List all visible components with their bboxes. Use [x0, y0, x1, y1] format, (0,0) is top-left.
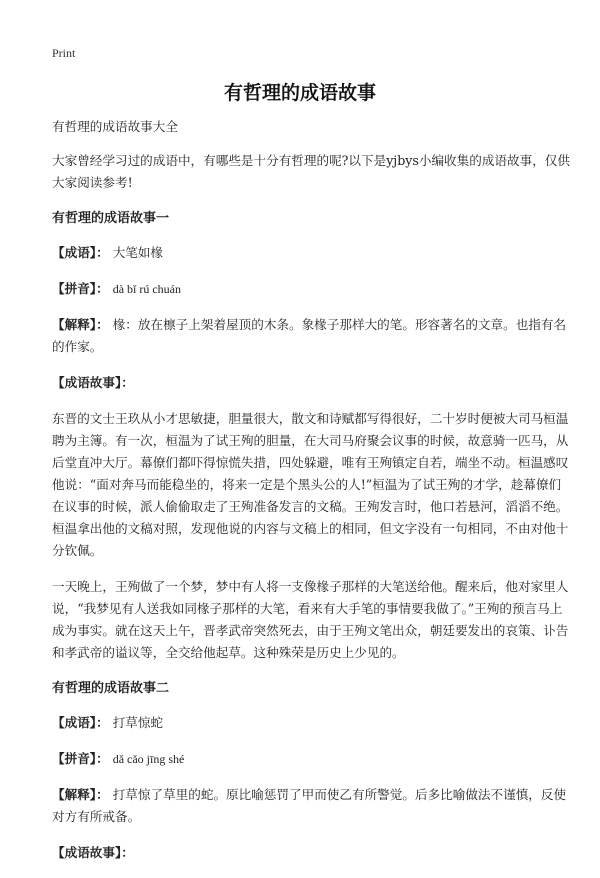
story-label-text: 【成语故事】： — [52, 375, 134, 390]
explain-label: 【解释】： — [52, 787, 109, 802]
idiom-value: 大笔如椽 — [112, 245, 164, 260]
story-label — [52, 372, 572, 394]
idiom-field — [52, 242, 572, 264]
explain-field — [52, 314, 572, 358]
article-subtitle: 有哲理的成语故事大全 — [52, 119, 178, 134]
explain-value: 打草惊了草里的蛇。原比喻惩罚了甲而使乙有所警觉。后多比喻做法不谨慎，反使对方有所戒备。 — [52, 787, 567, 824]
explain-value: 椽：放在檩子上架着屋顶的木条。象椽子那样大的笔。形容著名的文章。也指有名的作家。 — [52, 317, 567, 354]
story-section-1 — [52, 208, 572, 664]
idiom-field — [52, 712, 572, 734]
pinyin-value: dǎ cǎo jīng shé — [112, 752, 185, 766]
article-body — [52, 116, 572, 878]
idiom-label: 【成语】： — [52, 245, 109, 260]
explain-label: 【解释】： — [52, 317, 109, 332]
print-link[interactable]: Print — [52, 46, 76, 60]
article-intro: 大家曾经学习过的成语中，有哪些是十分有哲理的呢?以下是yjbys小编收集的成语故事，仅供大家阅读参考! — [52, 153, 570, 190]
section-heading: 有哲理的成语故事二 — [52, 681, 170, 696]
pinyin-field — [52, 748, 572, 770]
explain-field — [52, 784, 572, 828]
story-label-text: 【成语故事】： — [52, 845, 134, 860]
idiom-value: 打草惊蛇 — [112, 715, 164, 730]
story-paragraph: 一天晚上，王殉做了一个梦，梦中有人将一支像椽子那样的大笔送给他。醒来后，他对家里人说，“我梦见有人送我如同椽子那样的大笔，看来有大手笔的事情要我做了。”王殉的预言马上成为事实。就在这天上午，晋孝武帝突然死去，由于王殉文笔出众，朝廷要发出的哀策、讣告和孝武帝的谥议等，全交给他起草。这种殊荣是历史上少见的。 — [52, 579, 569, 660]
page-title: 有哲理的成语故事 — [223, 82, 376, 104]
story-section-2 — [52, 678, 572, 864]
pinyin-field — [52, 278, 572, 300]
story-label — [52, 842, 572, 864]
pinyin-label: 【拼音】： — [52, 281, 109, 296]
pinyin-value: dà bǐ rú chuán — [112, 282, 181, 296]
pinyin-label: 【拼音】： — [52, 751, 109, 766]
idiom-label: 【成语】： — [52, 715, 109, 730]
section-heading: 有哲理的成语故事一 — [52, 211, 170, 226]
story-paragraph: 东晋的文士王玖从小才思敏捷，胆量很大，散文和诗赋都写得很好，二十岁时便被大司马桓温聘为主簿。有一次，桓温为了试王殉的胆量，在大司马府聚会议事的时候，故意骑一匹马，从后堂直冲大厅。幕僚们都吓得惊慌失措，四处躲避，唯有王殉镇定自若，端坐不动。桓温感叹他说：“面对奔马而能稳坐的，将来一定是个黑头公的人!”桓温为了试王殉的才学，趁幕僚们在议事的时候，派人偷偷取走了王殉准备发言的文稿。王殉发言时，他口若悬河，滔滔不绝。桓温拿出他的文稿对照，发现他说的内容与文稿上的相同，但文字没有一句相同，不由对他十分钦佩。 — [52, 411, 569, 558]
